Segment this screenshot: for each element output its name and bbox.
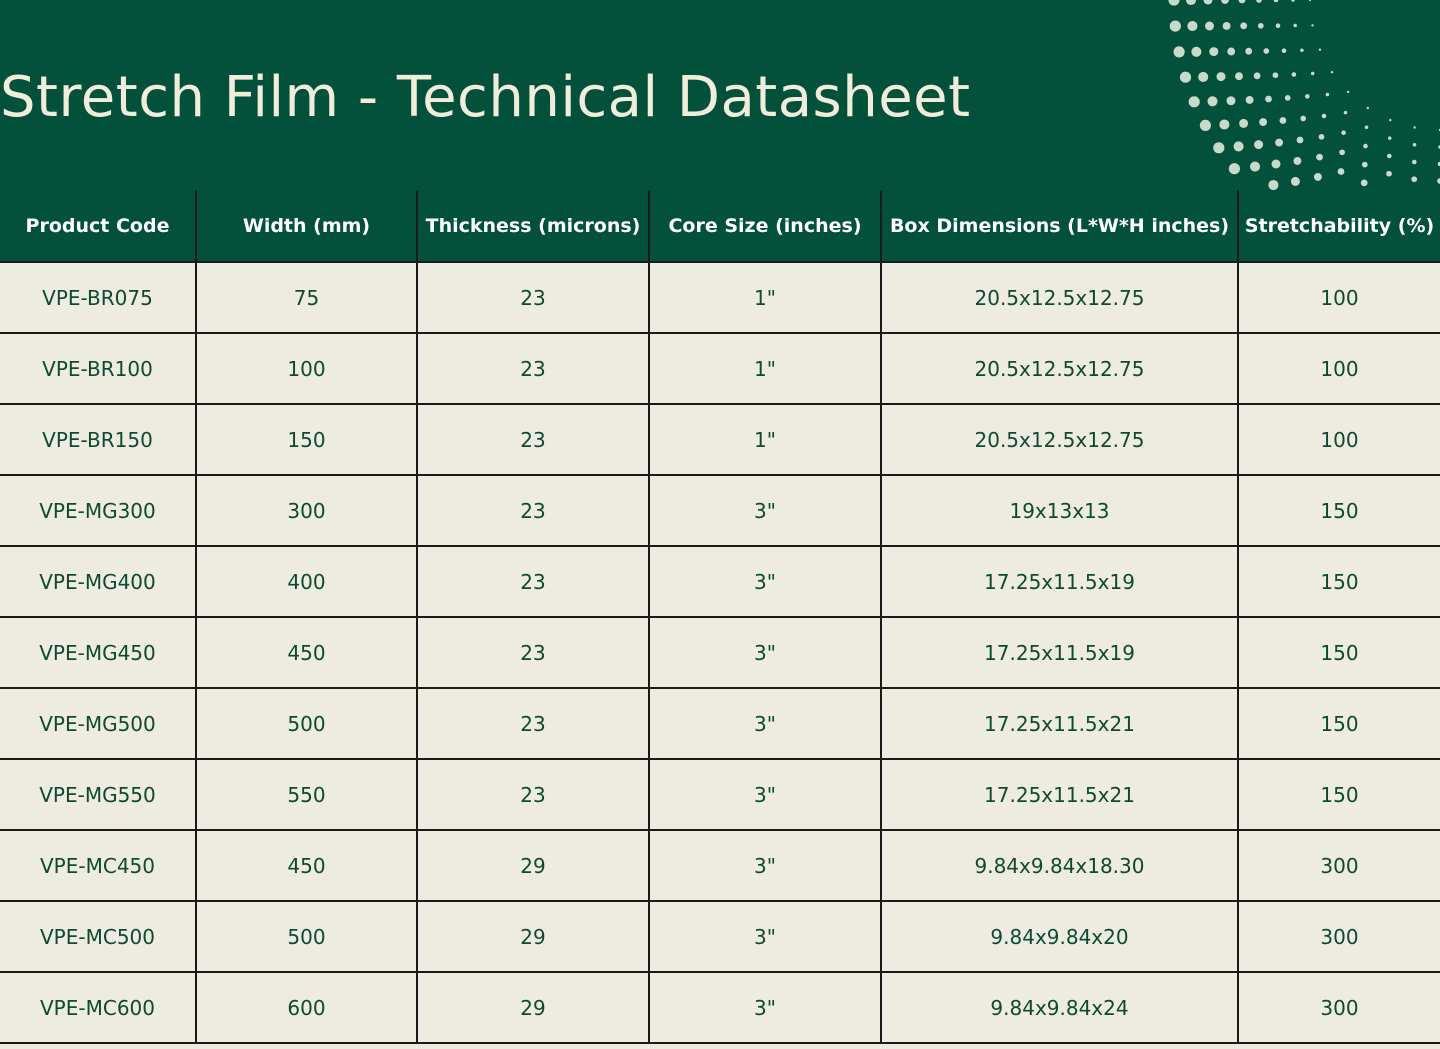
table-row bbox=[0, 972, 1440, 1043]
width-cell: 100 bbox=[196, 333, 417, 404]
core-size-cell: 1" bbox=[649, 333, 881, 404]
thickness-cell: 29 bbox=[417, 972, 649, 1043]
table-row bbox=[0, 262, 1440, 333]
datasheet-table bbox=[0, 190, 1440, 1044]
table-header-row bbox=[0, 190, 1440, 262]
thickness-cell: 23 bbox=[417, 475, 649, 546]
core-size-cell: 3" bbox=[649, 759, 881, 830]
box-dimensions-cell: 20.5x12.5x12.75 bbox=[881, 404, 1238, 475]
table-row bbox=[0, 617, 1440, 688]
product-code-cell: VPE-MC450 bbox=[0, 830, 196, 901]
width-cell: 450 bbox=[196, 830, 417, 901]
width-cell: 500 bbox=[196, 688, 417, 759]
column-header-product-code: Product Code bbox=[0, 190, 196, 262]
table-row bbox=[0, 901, 1440, 972]
product-code-cell: VPE-MC600 bbox=[0, 972, 196, 1043]
thickness-cell: 23 bbox=[417, 688, 649, 759]
core-size-cell: 3" bbox=[649, 688, 881, 759]
box-dimensions-cell: 20.5x12.5x12.75 bbox=[881, 333, 1238, 404]
product-code-cell: VPE-BR100 bbox=[0, 333, 196, 404]
stretchability-cell: 100 bbox=[1238, 262, 1440, 333]
width-cell: 400 bbox=[196, 546, 417, 617]
column-header-box-dimensions: Box Dimensions (L*W*H inches) bbox=[881, 190, 1238, 262]
column-header-stretchability: Stretchability (%) bbox=[1238, 190, 1440, 262]
table-row bbox=[0, 830, 1440, 901]
stretchability-cell: 300 bbox=[1238, 830, 1440, 901]
width-cell: 500 bbox=[196, 901, 417, 972]
stretchability-cell: 100 bbox=[1238, 333, 1440, 404]
table-body bbox=[0, 262, 1440, 1043]
box-dimensions-cell: 19x13x13 bbox=[881, 475, 1238, 546]
product-code-cell: VPE-MC500 bbox=[0, 901, 196, 972]
table-row bbox=[0, 546, 1440, 617]
thickness-cell: 23 bbox=[417, 262, 649, 333]
width-cell: 600 bbox=[196, 972, 417, 1043]
product-code-cell: VPE-MG300 bbox=[0, 475, 196, 546]
stretchability-cell: 100 bbox=[1238, 404, 1440, 475]
box-dimensions-cell: 9.84x9.84x24 bbox=[881, 972, 1238, 1043]
table-row bbox=[0, 688, 1440, 759]
thickness-cell: 29 bbox=[417, 901, 649, 972]
stretchability-cell: 150 bbox=[1238, 688, 1440, 759]
page-title: Stretch Film - Technical Datasheet bbox=[0, 65, 971, 130]
core-size-cell: 1" bbox=[649, 404, 881, 475]
width-cell: 75 bbox=[196, 262, 417, 333]
thickness-cell: 23 bbox=[417, 546, 649, 617]
box-dimensions-cell: 17.25x11.5x19 bbox=[881, 617, 1238, 688]
thickness-cell: 23 bbox=[417, 617, 649, 688]
width-cell: 450 bbox=[196, 617, 417, 688]
stretchability-cell: 300 bbox=[1238, 972, 1440, 1043]
stretchability-cell: 150 bbox=[1238, 475, 1440, 546]
core-size-cell: 3" bbox=[649, 475, 881, 546]
table-row bbox=[0, 759, 1440, 830]
width-cell: 550 bbox=[196, 759, 417, 830]
box-dimensions-cell: 17.25x11.5x21 bbox=[881, 759, 1238, 830]
box-dimensions-cell: 9.84x9.84x20 bbox=[881, 901, 1238, 972]
core-size-cell: 3" bbox=[649, 546, 881, 617]
page-header bbox=[0, 0, 1440, 190]
column-header-core-size: Core Size (inches) bbox=[649, 190, 881, 262]
box-dimensions-cell: 17.25x11.5x21 bbox=[881, 688, 1238, 759]
stretchability-cell: 150 bbox=[1238, 617, 1440, 688]
core-size-cell: 3" bbox=[649, 617, 881, 688]
thickness-cell: 23 bbox=[417, 404, 649, 475]
table-row bbox=[0, 404, 1440, 475]
stretchability-cell: 300 bbox=[1238, 901, 1440, 972]
core-size-cell: 3" bbox=[649, 901, 881, 972]
width-cell: 150 bbox=[196, 404, 417, 475]
product-code-cell: VPE-BR150 bbox=[0, 404, 196, 475]
stretchability-cell: 150 bbox=[1238, 546, 1440, 617]
thickness-cell: 23 bbox=[417, 333, 649, 404]
width-cell: 300 bbox=[196, 475, 417, 546]
product-code-cell: VPE-MG400 bbox=[0, 546, 196, 617]
thickness-cell: 23 bbox=[417, 759, 649, 830]
core-size-cell: 1" bbox=[649, 262, 881, 333]
product-code-cell: VPE-MG450 bbox=[0, 617, 196, 688]
box-dimensions-cell: 9.84x9.84x18.30 bbox=[881, 830, 1238, 901]
core-size-cell: 3" bbox=[649, 830, 881, 901]
column-header-width: Width (mm) bbox=[196, 190, 417, 262]
column-header-thickness: Thickness (microns) bbox=[417, 190, 649, 262]
product-code-cell: VPE-MG500 bbox=[0, 688, 196, 759]
core-size-cell: 3" bbox=[649, 972, 881, 1043]
table-row bbox=[0, 333, 1440, 404]
stretchability-cell: 150 bbox=[1238, 759, 1440, 830]
thickness-cell: 29 bbox=[417, 830, 649, 901]
product-code-cell: VPE-BR075 bbox=[0, 262, 196, 333]
table-row bbox=[0, 475, 1440, 546]
product-code-cell: VPE-MG550 bbox=[0, 759, 196, 830]
box-dimensions-cell: 20.5x12.5x12.75 bbox=[881, 262, 1238, 333]
box-dimensions-cell: 17.25x11.5x19 bbox=[881, 546, 1238, 617]
